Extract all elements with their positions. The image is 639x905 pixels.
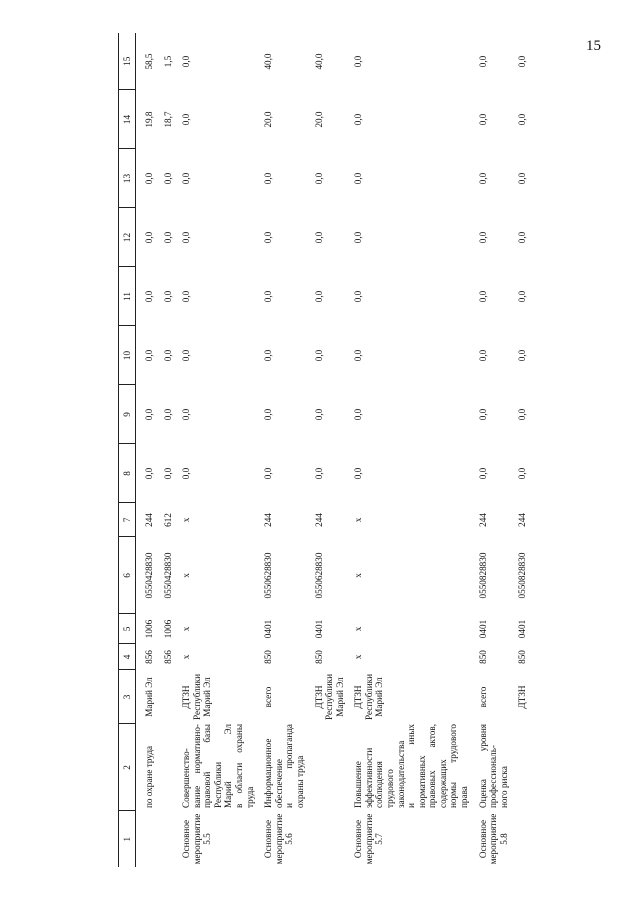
value-cell-col-8: 0,0 <box>263 467 274 480</box>
executor-line: всего <box>477 686 488 708</box>
executor-cell <box>136 670 155 724</box>
event-name-line: труда <box>244 786 255 808</box>
expense-type-cell: x <box>353 517 364 523</box>
target-article-cell: x <box>181 573 192 578</box>
event-number-line: Основное <box>477 819 488 859</box>
value-cell-col-15: 0,0 <box>517 55 528 68</box>
value-cell-col-15: 58,5 <box>144 53 154 70</box>
table-body <box>136 33 528 867</box>
section-code-cell: 0401 <box>517 619 528 639</box>
column-header-15: 15 <box>119 33 136 90</box>
column-header-5: 5 <box>119 614 136 644</box>
expense-type-cell: x <box>181 517 192 523</box>
value-cell-col-13: 0,0 <box>181 172 192 185</box>
column-header-3: 3 <box>119 670 136 724</box>
column-header-6: 6 <box>119 537 136 614</box>
target-article-cell: 0550828830 <box>517 552 528 599</box>
event-number-cell <box>470 811 510 867</box>
executor-cell <box>173 670 255 724</box>
executor-cell <box>155 670 174 724</box>
executor-line: Республики <box>324 673 335 721</box>
target-article-cell: 0550628830 <box>263 552 274 599</box>
target-article-cell: 0550428830 <box>162 552 173 599</box>
event-name-line: нормы трудового <box>448 724 459 808</box>
event-number-cell <box>173 811 255 867</box>
executor-cell <box>509 670 528 724</box>
value-cell-col-9: 0,0 <box>181 408 192 421</box>
value-cell-col-13: 0,0 <box>313 172 324 185</box>
section-code-cell: 0401 <box>477 619 488 639</box>
executor-line: всего <box>263 686 274 708</box>
value-cell-col-15: 40,0 <box>313 53 324 70</box>
column-header-1: 1 <box>119 811 136 867</box>
event-name-line: нормативных <box>416 755 427 808</box>
event-name-line: вание нормативно- <box>191 724 202 808</box>
value-cell-col-10: 0,0 <box>313 349 324 362</box>
value-cell-col-15: 1,5 <box>162 55 173 68</box>
table-row <box>509 33 528 867</box>
event-name-line: обеспечение <box>273 759 284 808</box>
value-cell-col-10: 0,0 <box>353 349 364 362</box>
event-name-line: соблюдения <box>374 761 385 808</box>
value-cell-col-14: 20,0 <box>313 111 324 128</box>
column-header-7: 7 <box>119 503 136 537</box>
event-number-cell <box>155 811 174 867</box>
event-name-line: и иных <box>406 724 417 808</box>
event-number-line: 5.7 <box>374 833 385 845</box>
event-number-line: 5.8 <box>498 833 509 845</box>
value-cell-col-11: 0,0 <box>181 290 192 303</box>
event-name-cell <box>470 724 510 811</box>
executor-line: ДТЗН <box>313 685 324 709</box>
value-cell-col-14: 19,8 <box>144 111 154 128</box>
section-code-cell: x <box>353 626 364 632</box>
executor-cell <box>306 670 346 724</box>
section-code-cell: 0401 <box>263 619 274 639</box>
event-number-cell <box>345 811 469 867</box>
gov-code-cell: 850 <box>313 650 324 664</box>
event-name-cell <box>173 724 255 811</box>
expense-type-cell: 244 <box>263 513 274 527</box>
event-name-line: правовой базы <box>202 724 213 808</box>
event-number-cell <box>509 811 528 867</box>
value-cell-col-10: 0,0 <box>181 349 192 362</box>
expense-type-cell: 244 <box>477 513 488 527</box>
value-cell-col-10: 0,0 <box>477 349 488 362</box>
target-article-cell: 0550628830 <box>313 552 324 599</box>
value-cell-col-13: 0,0 <box>263 172 274 185</box>
value-cell-col-10: 0,0 <box>517 349 528 362</box>
gov-code-cell: 850 <box>517 650 528 664</box>
value-cell-col-10: 0,0 <box>144 349 154 362</box>
event-number-cell <box>136 811 155 867</box>
value-cell-col-9: 0,0 <box>162 408 173 421</box>
budget-table <box>118 33 528 867</box>
section-code-cell: 0401 <box>313 619 324 639</box>
value-cell-col-9: 0,0 <box>144 408 154 421</box>
event-name-cell <box>345 724 469 811</box>
gov-code-cell: 850 <box>477 650 488 664</box>
expense-type-cell: 612 <box>162 513 173 527</box>
event-number-cell <box>306 811 346 867</box>
gov-code-cell: 856 <box>144 650 154 664</box>
value-cell-col-11: 0,0 <box>517 290 528 303</box>
value-cell-col-12: 0,0 <box>517 231 528 244</box>
value-cell-col-14: 0,0 <box>353 113 364 126</box>
event-name-line: по охране труда <box>144 745 154 808</box>
event-name-cell <box>255 724 305 811</box>
value-cell-col-11: 0,0 <box>353 290 364 303</box>
column-header-9: 9 <box>119 385 136 444</box>
event-name-line: Республики <box>212 761 223 808</box>
table-row <box>470 33 510 867</box>
value-cell-col-12: 0,0 <box>263 231 274 244</box>
value-cell-col-14: 18,7 <box>162 111 173 128</box>
value-cell-col-14: 0,0 <box>477 113 488 126</box>
executor-line: ДТЗН <box>353 685 364 709</box>
value-cell-col-12: 0,0 <box>181 231 192 244</box>
value-cell-col-8: 0,0 <box>517 467 528 480</box>
value-cell-col-8: 0,0 <box>313 467 324 480</box>
executor-line: Республики <box>363 673 374 721</box>
value-cell-col-11: 0,0 <box>263 290 274 303</box>
event-name-line: права <box>459 786 470 808</box>
executor-line: ДТЗН <box>181 685 192 709</box>
executor-line: Республики <box>191 673 202 721</box>
value-cell-col-13: 0,0 <box>144 172 154 185</box>
column-header-8: 8 <box>119 444 136 503</box>
expense-type-cell: 244 <box>313 513 324 527</box>
event-name-cell <box>136 724 155 811</box>
event-number-line: мероприятие <box>191 813 202 865</box>
event-number-line: мероприятие <box>363 813 374 865</box>
value-cell-col-8: 0,0 <box>144 467 154 480</box>
value-cell-col-8: 0,0 <box>181 467 192 480</box>
gov-code-cell: x <box>181 654 192 660</box>
event-number-line: мероприятие <box>273 813 284 865</box>
value-cell-col-8: 0,0 <box>162 467 173 480</box>
table-row <box>173 33 255 867</box>
column-header-11: 11 <box>119 267 136 326</box>
event-name-line: профессиональ- <box>488 745 499 808</box>
event-name-line: Марий Эл <box>223 724 234 808</box>
event-name-line: содержащих <box>437 759 448 808</box>
column-header-13: 13 <box>119 149 136 208</box>
event-name-line: охраны труда <box>294 755 305 808</box>
value-cell-col-13: 0,0 <box>353 172 364 185</box>
value-cell-col-10: 0,0 <box>263 349 274 362</box>
column-header-4: 4 <box>119 644 136 670</box>
value-cell-col-12: 0,0 <box>477 231 488 244</box>
value-cell-col-11: 0,0 <box>144 290 154 303</box>
page-number: 15 <box>586 38 601 54</box>
table-row <box>155 33 174 867</box>
value-cell-col-15: 40,0 <box>263 53 274 70</box>
executor-line: Марий Эл <box>334 677 345 717</box>
gov-code-cell: 856 <box>162 650 173 664</box>
value-cell-col-11: 0,0 <box>313 290 324 303</box>
column-header-14: 14 <box>119 90 136 149</box>
event-name-line: в области охраны <box>234 724 245 808</box>
event-name-cell <box>306 724 346 811</box>
table-row <box>345 33 469 867</box>
executor-line: ДТЗН <box>517 685 528 709</box>
executor-cell <box>470 670 510 724</box>
value-cell-col-8: 0,0 <box>477 467 488 480</box>
event-name-cell <box>155 724 174 811</box>
column-header-2: 2 <box>119 724 136 811</box>
value-cell-col-9: 0,0 <box>477 408 488 421</box>
event-name-line: и пропаганда <box>284 724 295 808</box>
executor-line: Марий Эл <box>202 677 213 717</box>
column-header-12: 12 <box>119 208 136 267</box>
value-cell-col-9: 0,0 <box>313 408 324 421</box>
value-cell-col-14: 0,0 <box>181 113 192 126</box>
executor-cell <box>345 670 469 724</box>
target-article-cell: 0550428830 <box>144 552 154 599</box>
target-article-cell: 0550828830 <box>477 552 488 599</box>
value-cell-col-14: 0,0 <box>517 113 528 126</box>
event-name-line: законодательства <box>395 740 406 808</box>
expense-type-cell: 244 <box>144 513 154 527</box>
value-cell-col-12: 0,0 <box>353 231 364 244</box>
column-header-10: 10 <box>119 326 136 385</box>
event-name-line: эффективности <box>363 747 374 808</box>
event-number-line: мероприятие <box>488 813 499 865</box>
event-name-line: Повышение <box>353 761 364 808</box>
value-cell-col-15: 0,0 <box>477 55 488 68</box>
table-row <box>306 33 346 867</box>
section-code-cell: 1006 <box>162 619 173 639</box>
value-cell-col-12: 0,0 <box>162 231 173 244</box>
event-name-line: Совершенство- <box>181 748 192 808</box>
gov-code-cell: x <box>353 654 364 660</box>
event-number-line: Основное <box>181 819 192 859</box>
value-cell-col-13: 0,0 <box>162 172 173 185</box>
value-cell-col-13: 0,0 <box>517 172 528 185</box>
value-cell-col-12: 0,0 <box>144 231 154 244</box>
value-cell-col-9: 0,0 <box>517 408 528 421</box>
value-cell-col-14: 20,0 <box>263 111 274 128</box>
executor-line: Марий Эл <box>144 677 154 717</box>
section-code-cell: 1006 <box>144 619 154 639</box>
section-code-cell: x <box>181 626 192 632</box>
event-number-line: Основное <box>263 819 274 859</box>
event-name-cell <box>509 724 528 811</box>
value-cell-col-15: 0,0 <box>181 55 192 68</box>
value-cell-col-10: 0,0 <box>162 349 173 362</box>
value-cell-col-11: 0,0 <box>477 290 488 303</box>
column-number-row <box>119 33 136 867</box>
value-cell-col-9: 0,0 <box>353 408 364 421</box>
table-row <box>136 33 155 867</box>
value-cell-col-9: 0,0 <box>263 408 274 421</box>
rotated-table-container <box>118 33 528 867</box>
event-name-line: Оценка уровня <box>477 724 488 808</box>
event-name-line: трудового <box>384 769 395 808</box>
value-cell-col-11: 0,0 <box>162 290 173 303</box>
executor-cell <box>255 670 305 724</box>
target-article-cell: x <box>353 573 364 578</box>
gov-code-cell: 850 <box>263 650 274 664</box>
executor-line: Марий Эл <box>374 677 385 717</box>
event-name-line: правовых актов, <box>427 724 438 808</box>
value-cell-col-13: 0,0 <box>477 172 488 185</box>
event-number-line: 5.5 <box>202 833 213 845</box>
value-cell-col-8: 0,0 <box>353 467 364 480</box>
event-name-line: ного риска <box>498 766 509 808</box>
event-name-line: Информационное <box>263 738 274 808</box>
table-row <box>255 33 305 867</box>
event-number-line: 5.6 <box>284 833 295 845</box>
expense-type-cell: 244 <box>517 513 528 527</box>
event-number-line: Основное <box>353 819 364 859</box>
value-cell-col-12: 0,0 <box>313 231 324 244</box>
event-number-cell <box>255 811 305 867</box>
value-cell-col-15: 0,0 <box>353 55 364 68</box>
